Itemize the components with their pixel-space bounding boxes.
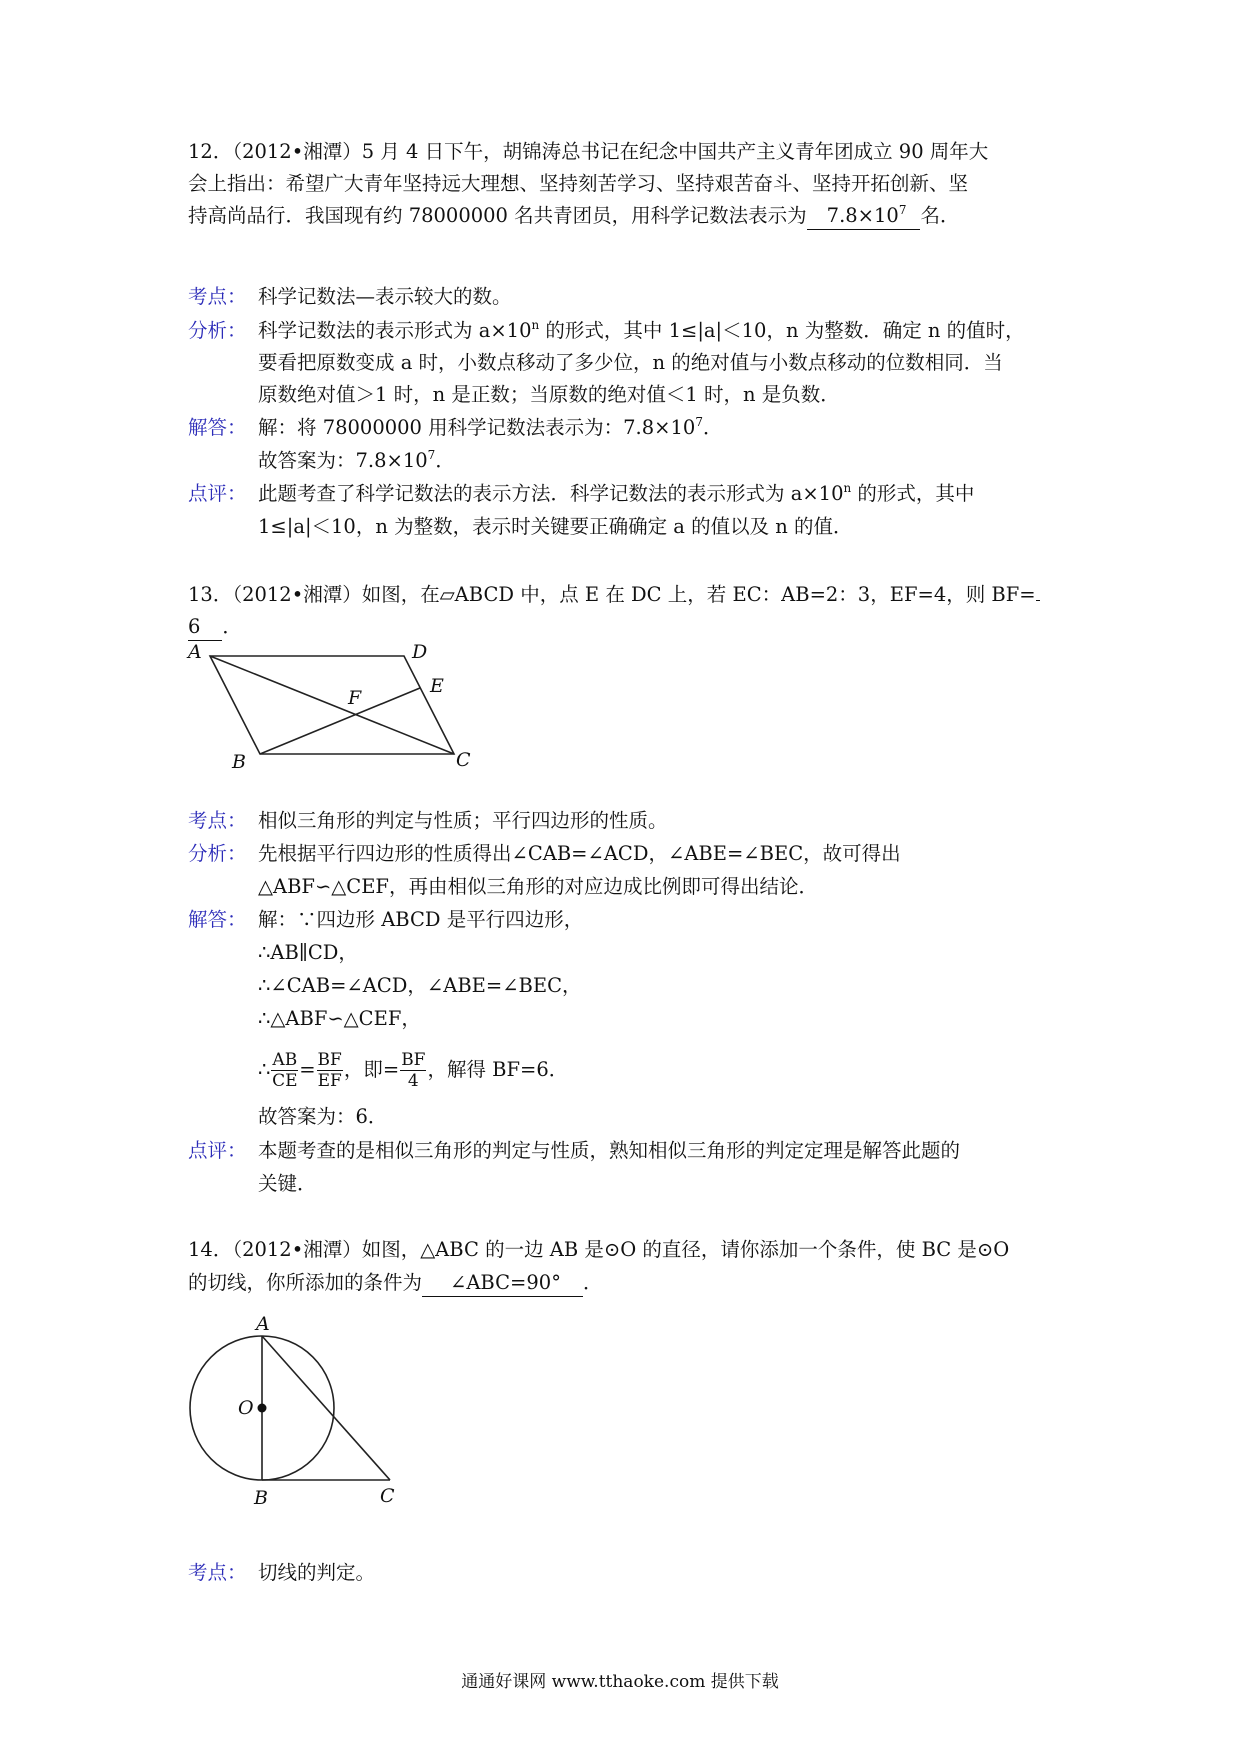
q13-jieda-line-3: ∴∠CAB=∠ACD，∠ABE=∠BEC， [258,974,582,997]
center-point-o [258,1404,267,1413]
q13-dianping-line-2: 关键． [258,1172,317,1195]
q14-answer-blank: ∠ABC=90° [422,1270,583,1297]
q12-line-2: 会上指出：希望广大青年坚持远大理想、坚持刻苦学习、坚持艰苦奋斗、坚持开拓创新、坚 [188,172,969,195]
q14-line-2: 的切线，你所添加的条件为 ∠ABC=90° ． [188,1270,602,1297]
q12-answer-blank: $7.8\times 10^7$ [807,203,921,230]
label-a: A [256,1313,270,1335]
q13-line-1: 13．（2012•湘潭）如图，在▱ABCD 中，点 E 在 DC 上，若 EC：AB=2：3，EF=4，则 BF= [188,582,1040,608]
q13-line-2: 6 ． [188,614,242,641]
circle-figure [180,1308,420,1518]
q13-fenxi-line-2: △ABF∽△CEF，再由相似三角形的对应边成比例即可得出结论． [258,875,818,898]
q13-answer-blank: 6 [188,614,222,641]
q13-jieda-line-4: ∴△ABF∽△CEF， [258,1007,421,1030]
q12-jieda-tag: 解答： [188,416,247,439]
q12-dianping-tag: 点评： [188,482,247,505]
q12-fenxi-line-1: 科学记数法的表示形式为 $a\times 10^n$ 的形式，其中 1≤|a|＜10，n 为整数．确定 n 的值时， [258,318,1025,342]
page-footer: 通通好课网 www.tthaoke.com 提供下载 [461,1672,779,1692]
q13-fenxi-tag: 分析： [188,842,247,865]
q12-fenxi-line-3: 原数绝对值＞1 时，n 是正数；当原数的绝对值＜1 时，n 是负数． [258,383,840,406]
label-c: C [380,1485,395,1507]
q13-fenxi-line-1: 先根据平行四边形的性质得出∠CAB=∠ACD，∠ABE=∠BEC，故可得出 [258,842,901,865]
q13-kaodian: 相似三角形的判定与性质；平行四边形的性质。 [258,809,668,832]
fraction-bf-ef: $\frac{BF}{EF}$ [317,1050,342,1091]
q12-kaodian: 科学记数法—表示较大的数。 [258,285,512,308]
parallelogram-figure [180,640,480,775]
q13-dianping-line-1: 本题考查的是相似三角形的判定与性质，熟知相似三角形的判定定理是解答此题的 [258,1139,961,1162]
q13-jieda-line-6: 故答案为：6． [258,1105,388,1128]
label-c: C [456,749,471,771]
q12-fenxi-tag: 分析： [188,319,247,342]
q12-line-1: 12．（2012•湘潭）5 月 4 日下午，胡锦涛总书记在纪念中国共产主义青年团成立 90 周年大 [188,140,989,163]
q13-dianping-tag: 点评： [188,1139,247,1162]
q12-fenxi-line-2: 要看把原数变成 a 时，小数点移动了多少位，n 的绝对值与小数点移动的位数相同．当 [258,351,1003,374]
q13-jieda-line-2: ∴AB∥CD， [258,941,358,964]
fraction-ab-ce: $\frac{AB}{CE}$ [272,1050,298,1091]
q13-jieda-tag: 解答： [188,908,247,931]
label-a: A [188,641,202,663]
q12-kaodian-tag: 考点： [188,285,247,308]
q12-dianping-line-2: 1≤|a|＜10，n 为整数，表示时关键要正确确定 a 的值以及 n 的值． [258,515,853,538]
q12-line-3: 持高尚品行．我国现有约 78000000 名共青团员，用科学记数法表示为 $7.8\times 10^7$ 名． [188,203,959,230]
fraction-bf-4: $\frac{BF}{4}$ [401,1050,426,1091]
diagonal-ac [210,656,454,754]
q14-kaodian: 切线的判定。 [258,1561,376,1584]
q13-kaodian-tag: 考点： [188,809,247,832]
label-f: F [348,687,362,709]
q12-jieda-line-2: 故答案为：$7.8\times 10^7$． [258,448,455,472]
q14-kaodian-tag: 考点： [188,1561,247,1584]
label-o: O [238,1397,254,1419]
label-e: E [430,675,444,697]
label-b: B [232,751,246,773]
q13-jieda-line-1: 解：∵四边形 ABCD 是平行四边形， [258,908,584,931]
segment-ac [262,1336,390,1480]
q12-dianping-line-1: 此题考查了科学记数法的表示方法．科学记数法的表示形式为 $a\times 10^n$ 的形式，其中 [258,481,975,505]
q12-jieda-line-1: 解：将 78000000 用科学记数法表示为：$7.8\times 10^7$． [258,415,723,439]
label-d: D [412,641,428,663]
q14-line-1: 14．（2012•湘潭）如图，△ABC 的一边 AB 是⊙O 的直径，请你添加一个条件，使 BC 是⊙O [188,1238,1010,1261]
q13-jieda-line-5: ∴ $\frac{AB}{CE}$ = $\frac{BF}{EF}$ ，即= $\frac{BF}{4}$ ，解得 BF=6． [258,1050,569,1091]
segment-be [260,688,420,754]
label-b: B [254,1487,268,1509]
